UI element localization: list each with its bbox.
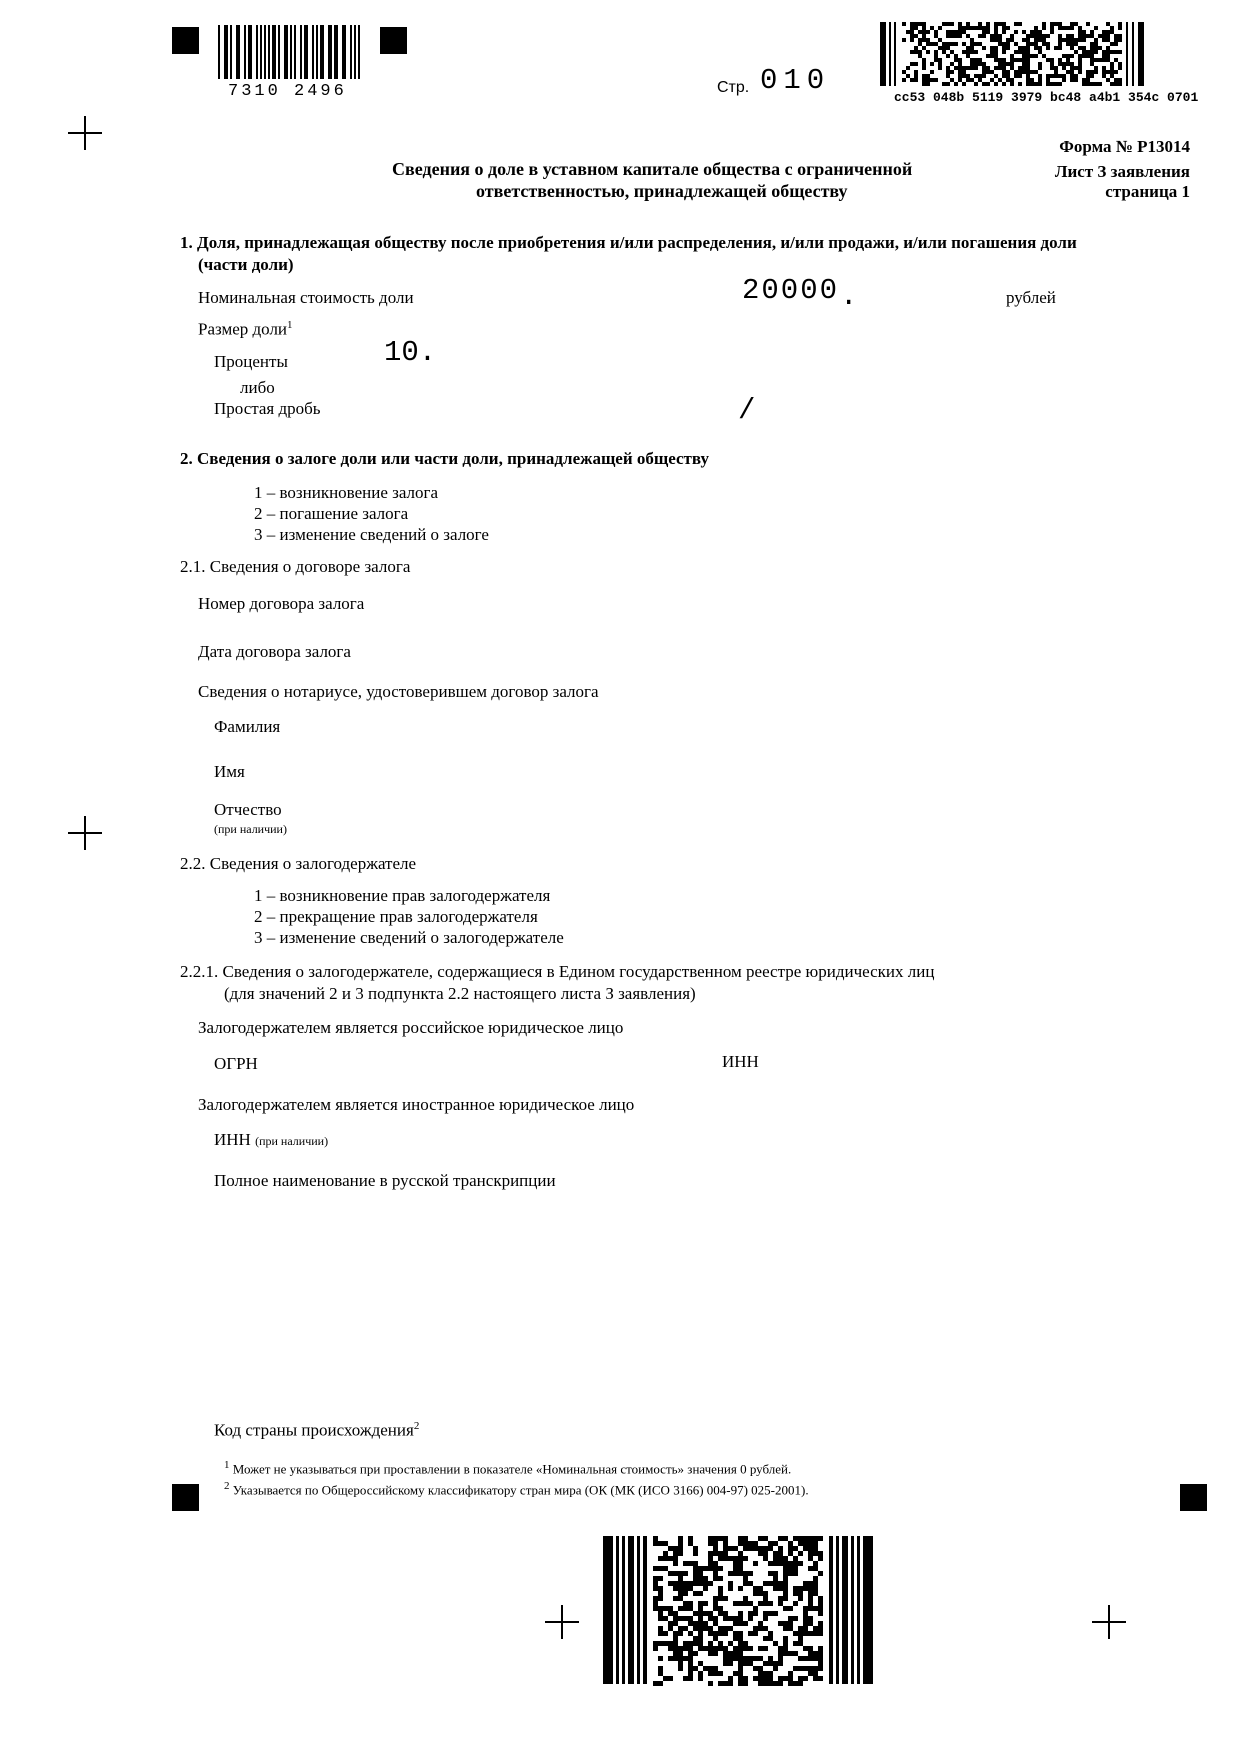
barcode-cell (930, 70, 934, 74)
pdf417-barcode-bottom (603, 1536, 873, 1684)
barcode-cell (753, 1631, 758, 1636)
barcode-cell (728, 1586, 733, 1591)
ogrn-label: ОГРН (214, 1054, 258, 1073)
barcode-bar (320, 25, 324, 79)
barcode-cell (818, 1666, 823, 1671)
barcode-bar (290, 25, 292, 79)
barcode-cell (946, 54, 950, 58)
section221-heading: 2.2.1. Сведения о залогодержателе, содержащиеся в Едином государственном реестре юридических лиц (180, 962, 935, 981)
barcode-cell (658, 1596, 663, 1601)
inn-label: ИНН (722, 1052, 759, 1071)
barcode-cell (763, 1616, 768, 1621)
barcode-cell (683, 1591, 688, 1596)
section221-heading-cont: (для значений 2 и 3 подпункта 2.2 настоящего листа З заявления) (224, 984, 696, 1003)
barcode-bar (863, 1536, 873, 1684)
barcode-cell (1006, 46, 1010, 50)
barcode-cell (938, 26, 942, 30)
barcode-cell (1018, 82, 1022, 86)
barcode-cell (793, 1571, 798, 1576)
barcode-cell (738, 1586, 743, 1591)
barcode-cell (934, 78, 938, 82)
barcode-cell (703, 1586, 708, 1591)
barcode-cell (673, 1561, 678, 1566)
barcode-cell (788, 1606, 793, 1611)
patronymic-note: (при наличии) (214, 822, 287, 836)
barcode-cell (743, 1556, 748, 1561)
barcode-cell (950, 70, 954, 74)
barcode-cell (818, 1611, 823, 1616)
barcode-cell (1118, 38, 1122, 42)
barcode-bar (851, 1536, 854, 1684)
pledge-option-3: 3 – изменение сведений о залоге (254, 525, 489, 544)
barcode-cell (658, 1576, 663, 1581)
russian-entity-label: Залогодержателем является российское юридическое лицо (198, 1018, 624, 1037)
barcode-cell (693, 1651, 698, 1656)
2d-barcode-top (880, 22, 1146, 86)
barcode-cell (778, 1681, 783, 1686)
barcode-bar (304, 25, 308, 79)
barcode-cell (1018, 22, 1022, 26)
percent-label: Проценты (214, 352, 288, 371)
barcode-cell (1118, 66, 1122, 70)
barcode-cell (798, 1681, 803, 1686)
barcode-cell (922, 66, 926, 70)
barcode-cell (1070, 26, 1074, 30)
barcode-cell (1086, 22, 1090, 26)
nominal-value-label: Номинальная стоимость доли (198, 288, 414, 307)
barcode-cell (1038, 82, 1042, 86)
country-code-label: Код страны происхождения$^2$ (214, 1420, 420, 1440)
percent-value[interactable]: 10. (384, 336, 437, 369)
barcode-cell (974, 50, 978, 54)
name-label: Имя (214, 762, 245, 781)
corner-marker-bottom-right (1180, 1484, 1207, 1511)
barcode-cell (982, 74, 986, 78)
barcode-bar (230, 25, 232, 79)
document-hash: cc53 048b 5119 3979 bc48 a4b1 354c 0701 (894, 90, 1199, 105)
barcode-cell (753, 1611, 758, 1616)
barcode-number: 7310 2496 (228, 82, 347, 101)
barcode-cell (743, 1621, 748, 1626)
barcode-cell (1010, 82, 1014, 86)
page-label: Стр. (717, 79, 750, 96)
footnote-2: $^2$ Указывается по Общероссийскому классификатору стран мира (ОК (МК (ИСО 3166) 004-97) 025-2001). (224, 1480, 809, 1498)
barcode-cell (954, 42, 958, 46)
foreign-inn-label: ИНН (при наличии) (214, 1130, 329, 1149)
barcode-cell (698, 1591, 703, 1596)
barcode-cell (818, 1676, 823, 1681)
contract-date-label: Дата договора залога (198, 642, 351, 661)
barcode-cell (1094, 70, 1098, 74)
barcode-cell (1090, 74, 1094, 78)
barcode-cell (926, 82, 930, 86)
barcode-cell (743, 1681, 748, 1686)
barcode-cell (818, 1536, 823, 1541)
nominal-value-dot: . (840, 280, 858, 313)
barcode-cell (930, 62, 934, 66)
section2-heading: 2. Сведения о залоге доли или части доли, принадлежащей обществу (180, 449, 709, 468)
pledge-option-2: 2 – погашение залога (254, 504, 409, 523)
barcode-bar (643, 1536, 647, 1684)
form-number: Форма № Р13014 (1059, 137, 1190, 156)
barcode-cell (678, 1666, 683, 1671)
barcode-cell (663, 1631, 668, 1636)
barcode-bar (278, 25, 280, 79)
sheet-label: Лист З заявления (1054, 162, 1190, 181)
barcode-cell (1074, 78, 1078, 82)
barcode-cell (1002, 30, 1006, 34)
barcode-cell (698, 1676, 703, 1681)
corner-marker-bottom-left (172, 1484, 199, 1511)
barcode-cell (1062, 78, 1066, 82)
barcode-bar (836, 1536, 839, 1684)
pledgee-option-3: 3 – изменение сведений о залогодержателе (254, 928, 564, 947)
barcode-cell (926, 50, 930, 54)
barcode-bar (880, 22, 886, 86)
barcode-cell (748, 1646, 753, 1651)
barcode-cell (798, 1596, 803, 1601)
page-title-line2: ответственностью, принадлежащей обществу (476, 181, 848, 201)
barcode-bar (616, 1536, 619, 1684)
barcode-bar (1138, 22, 1144, 86)
barcode-cell (768, 1601, 773, 1606)
barcode-cell (1058, 46, 1062, 50)
pledge-option-1: 1 – возникновение залога (254, 483, 439, 502)
barcode-bar (316, 25, 318, 79)
barcode-cell (902, 78, 906, 82)
footnote-1: $^1$ Может не указываться при проставлении в показателе «Номинальная стоимость» значения 0 рублей. (224, 1459, 792, 1477)
barcode-cell (708, 1581, 713, 1586)
barcode-bar (829, 1536, 833, 1684)
or-label: либо (240, 378, 275, 397)
share-size-label: Размер доли$^1$ (198, 319, 293, 339)
barcode-cell (653, 1646, 658, 1651)
barcode-cell (718, 1566, 723, 1571)
barcode-cell (1114, 70, 1118, 74)
barcode-bar (218, 25, 220, 79)
page-title-line1: Сведения о доле в уставном капитале общества с ограниченной (392, 159, 913, 179)
barcode-cell (1002, 50, 1006, 54)
barcode-cell (763, 1646, 768, 1651)
patronymic-label: Отчество (214, 800, 282, 819)
barcode-cell (773, 1666, 778, 1671)
barcode-bar (603, 1536, 613, 1684)
notary-label: Сведения о нотариусе, удостоверившем договор залога (198, 682, 599, 701)
barcode-bar (628, 1536, 634, 1684)
barcode-bar (358, 25, 360, 79)
barcode-cell (793, 1601, 798, 1606)
barcode-bar (328, 25, 332, 79)
contract-number-label: Номер договора залога (198, 594, 365, 613)
barcode-bar (260, 25, 262, 79)
nominal-value[interactable]: 20000 (742, 274, 840, 307)
barcode-cell (1070, 54, 1074, 58)
barcode-cell (1006, 26, 1010, 30)
barcode-cell (1094, 26, 1098, 30)
barcode-cell (974, 82, 978, 86)
barcode-cell (982, 46, 986, 50)
page-number: 010 (760, 64, 831, 97)
barcode-cell (1094, 50, 1098, 54)
barcode-cell (1018, 74, 1022, 78)
barcode-cell (683, 1571, 688, 1576)
barcode-cell (958, 34, 962, 38)
fraction-label: Простая дробь (214, 399, 321, 418)
barcode-bar (354, 25, 356, 79)
barcode-bar (342, 25, 346, 79)
sheet-page: страница 1 (1105, 182, 1190, 201)
barcode-cell (773, 1611, 778, 1616)
barcode-cell (753, 1561, 758, 1566)
barcode-cell (818, 1631, 823, 1636)
barcode-cell (938, 66, 942, 70)
barcode-cell (803, 1676, 808, 1681)
registration-cross (1092, 1605, 1126, 1639)
section1-heading: 1. Доля, принадлежащая обществу после приобретения и/или распределения, и/или продажи, и/или погашения доли (180, 233, 1077, 252)
barcode-cell (728, 1661, 733, 1666)
registration-cross (545, 1605, 579, 1639)
barcode-cell (906, 66, 910, 70)
barcode-bar (1126, 22, 1128, 86)
rubles-label: рублей (1006, 288, 1056, 307)
barcode-bar (236, 25, 240, 79)
foreign-entity-label: Залогодержателем является иностранное юридическое лицо (198, 1095, 635, 1114)
barcode-bar (300, 25, 302, 79)
barcode-cell (718, 1671, 723, 1676)
barcode-cell (1098, 82, 1102, 86)
section22-heading: 2.2. Сведения о залогодержателе (180, 854, 417, 873)
barcode-bar (294, 25, 296, 79)
barcode-cell (818, 1556, 823, 1561)
barcode-cell (1118, 50, 1122, 54)
barcode-bar (244, 25, 246, 79)
barcode-cell (723, 1596, 728, 1601)
barcode-cell (748, 1571, 753, 1576)
barcode-cell (658, 1681, 663, 1686)
barcode-cell (902, 22, 906, 26)
barcode-bar (889, 22, 891, 86)
barcode-cell (1082, 38, 1086, 42)
barcode-bar (842, 1536, 848, 1684)
barcode-bar (284, 25, 288, 79)
barcode-cell (1034, 54, 1038, 58)
barcode-cell (708, 1681, 713, 1686)
barcode-cell (748, 1616, 753, 1621)
barcode-cell (1050, 30, 1054, 34)
barcode-cell (693, 1551, 698, 1556)
barcode-cell (914, 62, 918, 66)
barcode-bar (857, 1536, 860, 1684)
barcode-cell (778, 1661, 783, 1666)
barcode-cell (1078, 70, 1082, 74)
barcode-cell (1114, 42, 1118, 46)
barcode-cell (914, 78, 918, 82)
surname-label: Фамилия (214, 717, 281, 736)
barcode-cell (728, 1681, 733, 1686)
barcode-cell (678, 1631, 683, 1636)
pledgee-option-1: 1 – возникновение прав залогодержателя (254, 886, 551, 905)
barcode-bar (312, 25, 314, 79)
barcode-bar (350, 25, 352, 79)
barcode-cell (818, 1571, 823, 1576)
barcode-cell (1038, 66, 1042, 70)
barcode-cell (713, 1651, 718, 1656)
barcode-cell (688, 1676, 693, 1681)
barcode-cell (723, 1631, 728, 1636)
barcode-bar (272, 25, 276, 79)
barcode-cell (982, 34, 986, 38)
barcode-cell (798, 1551, 803, 1556)
barcode-cell (668, 1676, 673, 1681)
full-name-label: Полное наименование в русской транскрипции (214, 1171, 556, 1190)
barcode-cell (793, 1616, 798, 1621)
barcode-cell (1046, 34, 1050, 38)
pledgee-option-2: 2 – прекращение прав залогодержателя (254, 907, 538, 926)
linear-barcode-top (218, 25, 360, 79)
barcode-cell (986, 82, 990, 86)
barcode-cell (783, 1596, 788, 1601)
barcode-cell (1046, 46, 1050, 50)
section21-heading: 2.1. Сведения о договоре залога (180, 557, 411, 576)
fraction-separator: / (738, 394, 756, 427)
barcode-cell (954, 82, 958, 86)
barcode-bar (268, 25, 270, 79)
barcode-cell (946, 82, 950, 86)
barcode-cell (1002, 82, 1006, 86)
registration-cross (68, 116, 102, 150)
barcode-bar (334, 25, 338, 79)
barcode-cell (678, 1551, 683, 1556)
barcode-cell (658, 1656, 663, 1661)
barcode-cell (994, 82, 998, 86)
barcode-cell (902, 38, 906, 42)
barcode-cell (1118, 26, 1122, 30)
barcode-cell (1014, 30, 1018, 34)
registration-cross (68, 816, 102, 850)
corner-marker-top-left (172, 27, 199, 54)
barcode-bar (224, 25, 228, 79)
barcode-cell (1118, 82, 1122, 86)
barcode-cell (1042, 26, 1046, 30)
barcode-cell (798, 1561, 803, 1566)
barcode-cell (703, 1601, 708, 1606)
barcode-cell (910, 38, 914, 42)
barcode-bar (894, 22, 896, 86)
barcode-bar (622, 1536, 625, 1684)
barcode-bar (264, 25, 266, 79)
barcode-cell (974, 66, 978, 70)
section1-heading-cont: (части доли) (198, 255, 294, 274)
barcode-bar (256, 25, 258, 79)
barcode-cell (926, 30, 930, 34)
barcode-bar (1132, 22, 1134, 86)
corner-marker-top-mid (380, 27, 407, 54)
barcode-bar (637, 1536, 640, 1684)
barcode-bar (248, 25, 252, 79)
barcode-cell (950, 22, 954, 26)
barcode-cell (1058, 82, 1062, 86)
barcode-cell (718, 1576, 723, 1581)
barcode-cell (962, 82, 966, 86)
